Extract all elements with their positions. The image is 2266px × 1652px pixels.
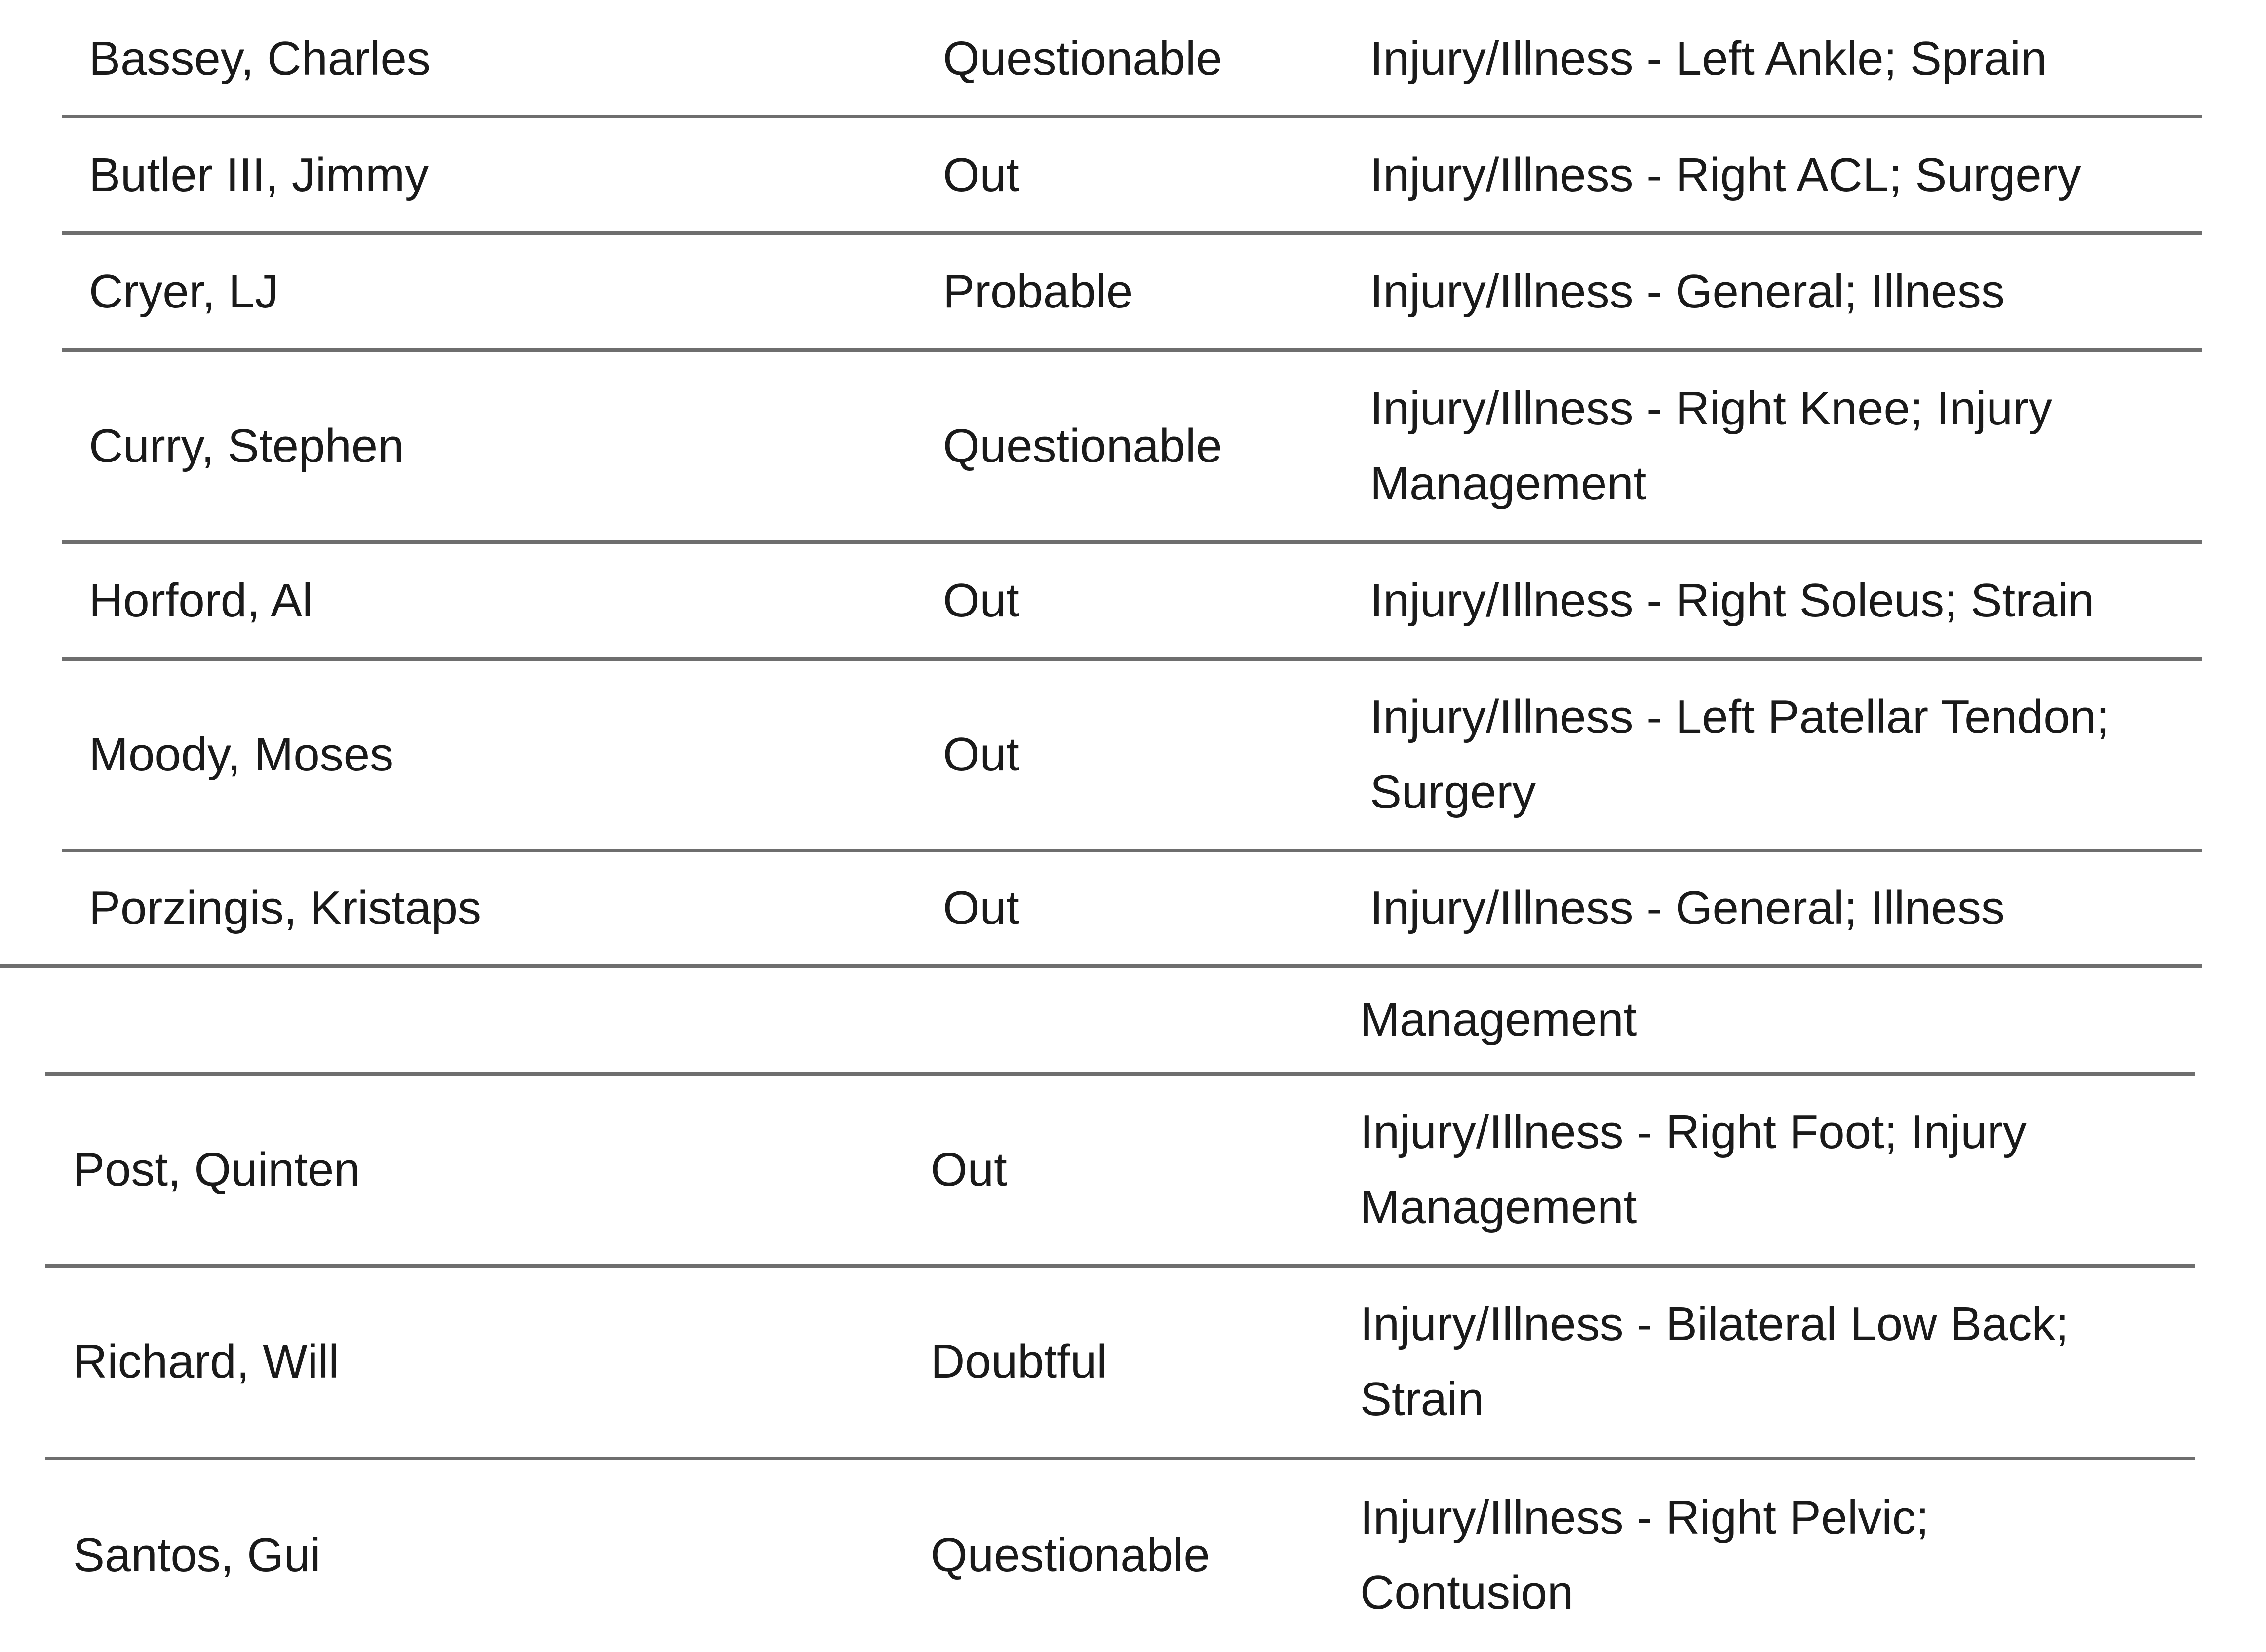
injury-reason: Injury/Illness - Right Soleus; Strain: [1370, 574, 2095, 627]
table-row: [0, 542, 2266, 659]
player-name: Santos, Gui: [73, 1528, 321, 1581]
row-divider: [0, 964, 2202, 968]
injury-reason: Injury/Illness - Right ACL; Surgery: [1370, 148, 2081, 201]
player-name: Richard, Will: [73, 1335, 339, 1388]
row-divider: [45, 1264, 2195, 1268]
player-name: Cryer, LJ: [89, 265, 279, 318]
player-status: Questionable: [943, 32, 1222, 85]
player-name: Butler III, Jimmy: [89, 148, 429, 201]
injury-reason: Injury/Illness - General; Illness: [1370, 265, 2005, 318]
player-status: Questionable: [943, 419, 1222, 472]
player-status: Out: [943, 882, 1019, 934]
injury-reason: Injury/Illness - Right Foot; Injury Management: [1360, 1105, 2027, 1233]
player-status: Questionable: [931, 1528, 1210, 1581]
table-row: [0, 850, 2266, 966]
table-row: [0, 966, 2266, 1074]
row-divider: [62, 115, 2202, 118]
player-status: Out: [931, 1143, 1007, 1196]
player-name: Bassey, Charles: [89, 32, 430, 85]
player-name: Horford, Al: [89, 574, 313, 627]
player-status: Out: [943, 574, 1019, 627]
injury-reason: Injury/Illness - Left Patellar Tendon; Surgery: [1370, 691, 2110, 818]
table-row: [0, 1074, 2266, 1266]
injury-reason: Management: [1360, 993, 1637, 1046]
table-row: [0, 659, 2266, 850]
injury-reason: Injury/Illness - Left Ankle; Sprain: [1370, 32, 2047, 85]
player-status: Out: [943, 148, 1019, 201]
row-divider: [62, 657, 2202, 661]
row-divider: [62, 849, 2202, 852]
player-name: Moody, Moses: [89, 728, 394, 781]
injury-reason: Injury/Illness - General; Illness: [1370, 882, 2005, 934]
table-row: [0, 1458, 2266, 1619]
injury-reason: Injury/Illness - Right Pelvic; Contusion: [1360, 1491, 1929, 1619]
table-row: [0, 117, 2266, 233]
table-row: [0, 233, 2266, 350]
table-row: [0, 1266, 2266, 1458]
row-divider: [45, 1072, 2195, 1076]
injury-reason: Injury/Illness - Right Knee; Injury Management: [1370, 382, 2052, 510]
player-status: Probable: [943, 265, 1133, 318]
row-divider: [62, 348, 2202, 352]
table-row: [0, 350, 2266, 542]
injury-reason: Injury/Illness - Bilateral Low Back; Strain: [1360, 1298, 2069, 1425]
row-divider: [45, 1457, 2195, 1460]
table-row: [0, 0, 2266, 117]
player-name: Post, Quinten: [73, 1143, 360, 1196]
player-status: Doubtful: [931, 1335, 1107, 1388]
row-divider: [62, 540, 2202, 544]
player-name: Curry, Stephen: [89, 419, 404, 472]
player-name: Porzingis, Kristaps: [89, 882, 481, 934]
row-divider: [62, 231, 2202, 235]
player-status: Out: [943, 728, 1019, 781]
